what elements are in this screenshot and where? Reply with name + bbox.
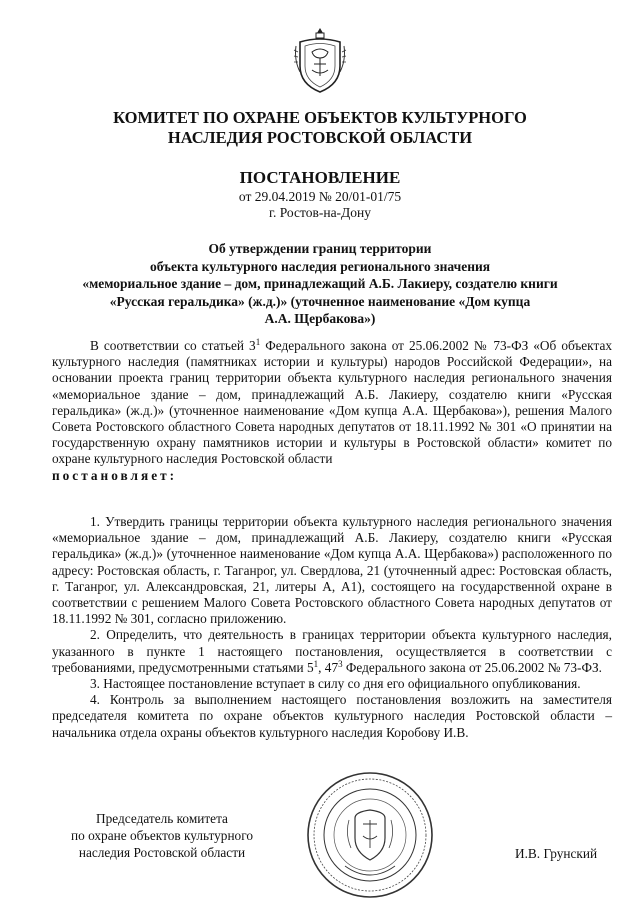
organization-name-line2: НАСЛЕДИЯ РОСТОВСКОЙ ОБЛАСТИ: [167, 128, 473, 147]
coat-of-arms-icon: [292, 26, 348, 96]
item-2: [52, 627, 612, 676]
preamble-text-b: Федерального закона от 25.06.2002 № 73-ФЗ «Об объектах культурного наследия (памятниках истории и культуры) народов Российской Федерации», на основании проекта границ территории объекта культурного наследия регионального значения «мемориальное здание – дом, принадлежащий А.Б. Лакиеру, создателю книги «Русская геральдика» (ж.д.)» (уточненное наименование «Дом купца А.А. Щербакова»), решения Малого Совета Ростовского областного Совета народных депутатов от 18.11.1992 № 301 «О принятии на государственную охрану памятников истории и культуры в Ростовской области» комитет по охране культурного наследия Ростовской области: [52, 338, 612, 467]
signatory-name: И.В. Грунский: [515, 846, 598, 861]
subject-line4: «Русская геральдика» (ж.д.)» (уточненное наименование «Дом купца: [109, 293, 531, 309]
subject-line1: Об утверждении границ территории: [208, 241, 432, 256]
document-type: ПОСТАНОВЛЕНИЕ: [239, 168, 401, 187]
resolves-word: постановляет:: [52, 467, 178, 483]
signatory-title-line1: Председатель комитета: [96, 811, 228, 826]
signatory-title: [52, 810, 272, 861]
subject-line3: «мемориальное здание – дом, принадлежащий А.Б. Лакиеру, создателю книги: [82, 276, 558, 291]
document-subject: [60, 240, 580, 328]
signatory-title-line2: по охране объектов культурного: [71, 828, 253, 843]
preamble-superscript: 1: [255, 337, 261, 347]
city: г. Ростов-на-Дону: [268, 205, 371, 220]
resolution-items: [52, 514, 612, 741]
subject-line2: объекта культурного наследия регионального значения: [149, 258, 491, 274]
preamble-paragraph: [52, 338, 612, 484]
preamble-text-a: В соответствии со статьей 3: [90, 338, 256, 353]
item-2-text-c: Федерального закона от 25.06.2002 № 73-ФЗ.: [342, 659, 602, 675]
item-2-text-a: 2. Определить, что деятельность в границах территории объекта культурного наследия, указанного в пункте 1 настоящего постановления, осуществляется в соответствии с требованиями, предусмотренными статьями 5: [52, 627, 612, 675]
official-seal-icon: [305, 770, 435, 900]
signatory-title-line3: наследия Ростовской области: [78, 845, 246, 860]
item-2-text-b: , 47: [318, 659, 339, 675]
item-3: 3. Настоящее постановление вступает в силу со дня его официального опубликования.: [90, 676, 581, 692]
item-1: 1. Утвердить границы территории объекта культурного наследия регионального значения «мемориальное здание – дом, принадлежащий А.Б. Лакиеру, создателю книги «Русская геральдика» (ж.д.)» (уточненное наименование «Дом купца А.А. Щербакова») расположенного по адресу: Ростовская область, г. Таганрог, ул. Свердлова, 21 (уточненный адрес: Ростовская область, г. Таганрог, ул. Александровская, 21, литеры А, А1), состоящего на государственной охране в соответствии с решением Малого Совета Ростовского областного Совета народных депутатов от 18.11.1992 № 301, согласно приложению.: [52, 514, 612, 627]
organization-name: [60, 108, 580, 148]
item-2-sup1: 1: [313, 658, 319, 669]
item-2-sup2: 3: [338, 658, 343, 669]
organization-name-line1: КОМИТЕТ ПО ОХРАНЕ ОБЪЕКТОВ КУЛЬТУРНОГО: [113, 108, 527, 127]
date-number: от 29.04.2019 № 20/01-01/75: [238, 189, 402, 204]
subject-line5: А.А. Щербакова»): [264, 311, 376, 326]
item-4: 4. Контроль за выполнением настоящего постановления возложить на заместителя председателя комитета по охране объектов культурного наследия Ростовской области – начальника отдела охраны объектов культурного наследия Коробову И.В.: [52, 692, 612, 740]
